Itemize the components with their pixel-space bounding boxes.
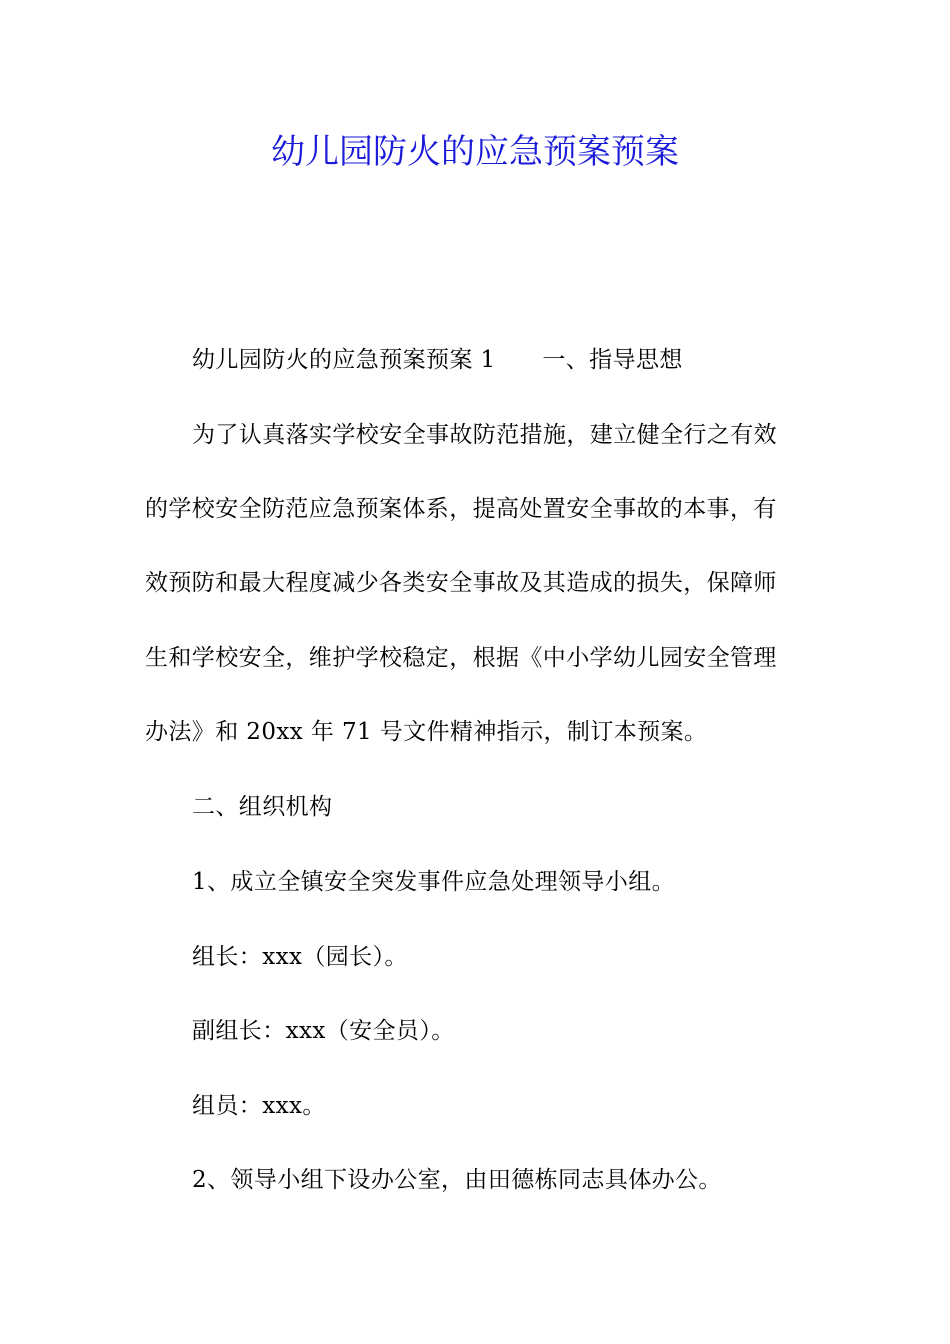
page-title: 幼儿园防火的应急预案预案 [271, 132, 679, 172]
list-item: 1、成立全镇安全突发事件应急处理领导小组。 [192, 869, 676, 895]
list-item: 2、领导小组下设办公室，由田德栋同志具体办公。 [192, 1167, 722, 1193]
paragraph-line: 生和学校安全，维护学校稳定，根据《中小学幼儿园安全管理 [145, 645, 777, 671]
paragraph-line: 为了认真落实学校安全事故防范措施，建立健全行之有效 [192, 422, 777, 448]
section-heading-organization: 二、组织机构 [192, 794, 333, 820]
section-heading-guiding-ideology: 幼儿园防火的应急预案预案 1 一、指导思想 [192, 347, 683, 373]
list-item: 组长：xxx（园长）。 [192, 944, 408, 970]
paragraph-line: 效预防和最大程度减少各类安全事故及其造成的损失，保障师 [145, 570, 777, 596]
list-item: 组员：xxx。 [192, 1093, 326, 1119]
paragraph-line: 的学校安全防范应急预案体系，提高处置安全事故的本事，有 [145, 496, 777, 522]
list-item: 副组长：xxx（安全员）。 [192, 1018, 455, 1044]
paragraph-line: 办法》和 20xx 年 71 号文件精神指示，制订本预案。 [145, 719, 708, 745]
